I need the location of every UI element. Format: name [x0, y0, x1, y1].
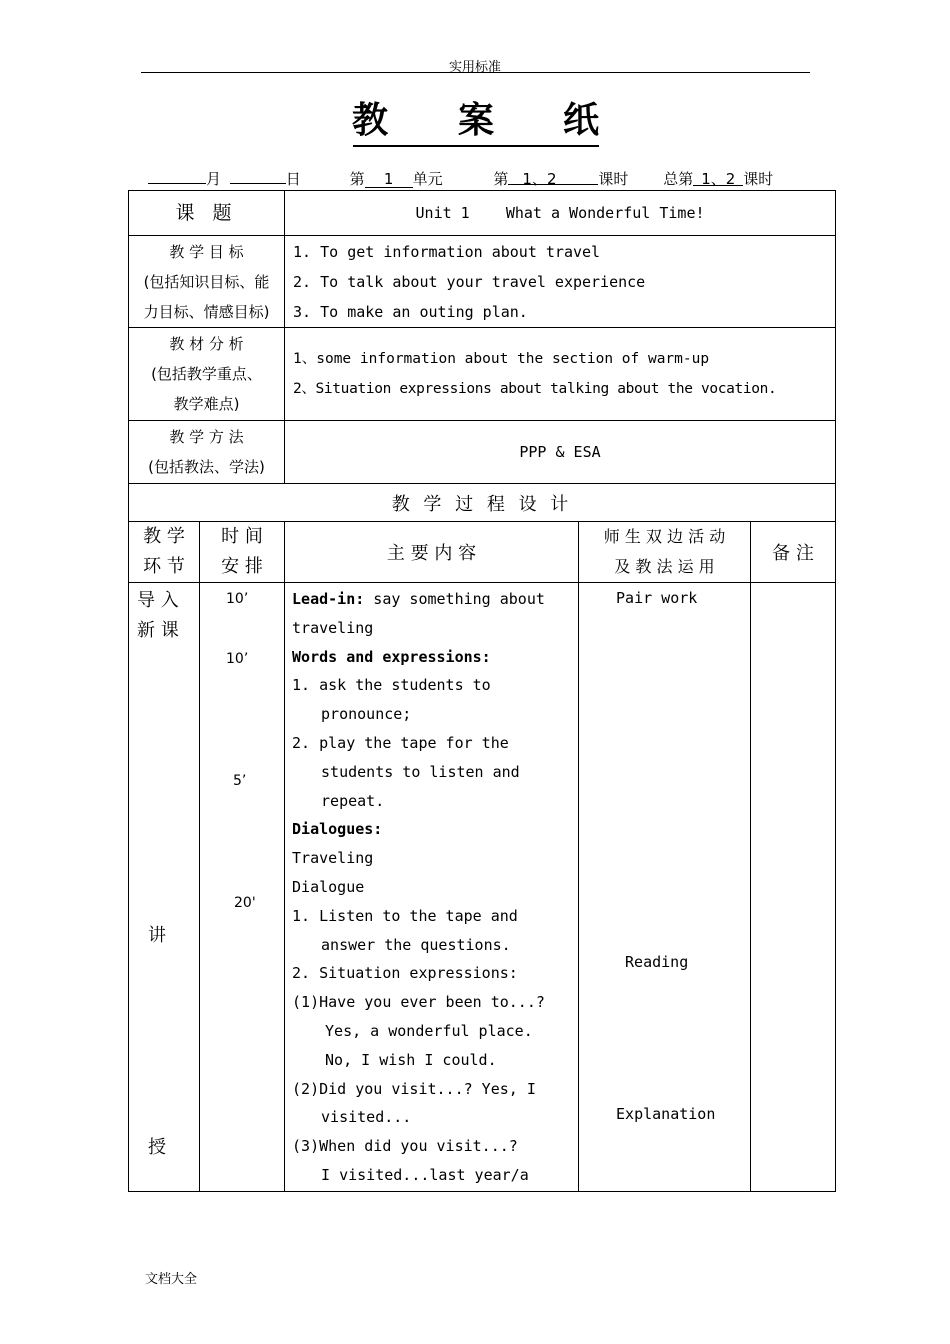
page-header: 实用标准: [448, 60, 501, 75]
expression-item: (1)Have you ever been to...?: [292, 993, 545, 1012]
leadin-cont: traveling: [292, 618, 374, 637]
total-suffix: 课时: [743, 170, 774, 188]
topic-label: 课 题: [129, 191, 285, 236]
dialogue-item: 1. Listen to the tape and: [292, 906, 518, 925]
objective-item: 3. To make an outing plan.: [293, 302, 528, 321]
expression-item-cont: No, I wish I could.: [325, 1050, 497, 1069]
material-item: 1、some information about the section of warm-up: [293, 351, 710, 367]
content-cell: [285, 583, 579, 1192]
title-char-3: 纸: [563, 100, 600, 141]
lesson-plan-table: [128, 190, 836, 1192]
col-time-1: 时 间: [221, 526, 263, 547]
day-label: 日: [285, 170, 301, 188]
content-line: Dialogue: [292, 877, 365, 896]
title-char-2: 案: [458, 100, 495, 141]
col-activity-header: [579, 522, 751, 583]
leadin-heading: Lead-in:: [292, 590, 365, 608]
stage-intro-2: 新 课: [137, 620, 179, 641]
process-body-row: [129, 583, 836, 1192]
col-stage-header: [129, 522, 200, 583]
title-underline: [353, 145, 599, 147]
unit-value: 1: [365, 170, 413, 188]
words-item-cont: students to listen and: [321, 762, 520, 781]
total-value: 1、2: [693, 168, 743, 186]
process-title: 教 学 过 程 设 计: [129, 484, 836, 522]
dialogue-item-cont: answer the questions.: [321, 935, 511, 954]
col-activity-1: 师 生 双 边 活 动: [603, 527, 726, 546]
words-item-cont: pronounce;: [321, 705, 412, 724]
stage-teach-1: 讲: [148, 925, 166, 946]
expression-item-cont: Yes, a wonderful place.: [325, 1021, 533, 1040]
leadin-text: say something about: [364, 590, 545, 608]
objectives-label-1: 教 学 目 标: [169, 242, 244, 261]
month-label: 月: [206, 170, 222, 188]
day-blank[interactable]: [230, 166, 286, 184]
column-header-row: [129, 522, 836, 583]
methods-row: [129, 421, 836, 484]
lesson-value: 1、2: [508, 168, 598, 185]
lesson-prefix: 第: [493, 170, 509, 188]
dateline: [148, 166, 773, 189]
objective-item: 1. To get information about travel: [293, 242, 601, 261]
objectives-label: [129, 236, 285, 328]
page-title: [0, 92, 950, 142]
objectives-label-2: (包括知识目标、能: [143, 272, 270, 291]
expression-item-cont: I visited...last year/a: [321, 1165, 529, 1184]
methods-label-1: 教 学 方 法: [169, 428, 244, 446]
content-line: Traveling: [292, 849, 374, 868]
expression-item-cont: visited...: [321, 1108, 412, 1127]
time-cell: [200, 583, 285, 1192]
unit-prefix: 第: [349, 170, 365, 188]
material-item: 2、Situation expressions about talking about the vocation.: [293, 381, 777, 397]
time-item: 5’: [233, 773, 247, 789]
col-content-header: 主 要 内 容: [285, 522, 579, 583]
col-time-2: 安 排: [221, 556, 263, 577]
col-activity-2: 及 教 法 运 用: [614, 557, 715, 576]
methods-label: [129, 421, 285, 484]
words-item: 1. ask the students to: [292, 676, 491, 695]
month-blank[interactable]: [148, 166, 206, 184]
stage-intro-1: 导 入: [137, 590, 179, 611]
topic-row: [129, 191, 836, 236]
objective-item: 2. To talk about your travel experience: [293, 272, 646, 291]
expression-item: (2)Did you visit...? Yes, I: [292, 1079, 536, 1098]
materials-row: [129, 328, 836, 421]
title-char-1: 教: [352, 100, 389, 141]
total-prefix: 总第: [663, 170, 694, 188]
activity-item: Pair work: [616, 589, 698, 607]
col-stage-2: 环 节: [143, 556, 185, 577]
time-item: 10’: [226, 651, 249, 667]
materials-list: [285, 328, 836, 421]
stage-cell: [129, 583, 200, 1192]
expression-item: (3)When did you visit...?: [292, 1137, 518, 1156]
activity-item: Explanation: [616, 1105, 716, 1123]
col-time-header: [200, 522, 285, 583]
activity-item: Reading: [625, 953, 689, 971]
methods-label-2: (包括教法、学法): [148, 458, 265, 476]
page-footer: 文档大全: [145, 1272, 198, 1287]
materials-label-3: 教学难点): [173, 395, 240, 413]
leadin-line: [292, 585, 578, 614]
materials-label: [129, 328, 285, 421]
dialogue-item: 2. Situation expressions:: [292, 964, 518, 983]
header-divider: [141, 72, 810, 73]
topic-value: Unit 1 What a Wonderful Time!: [285, 191, 836, 236]
words-heading: Words and expressions:: [292, 647, 491, 666]
materials-label-1: 教 材 分 析: [169, 335, 244, 353]
activity-cell: [579, 583, 751, 1192]
materials-label-2: (包括教学重点、: [151, 365, 262, 383]
methods-value: PPP & ESA: [285, 421, 836, 484]
words-item-cont: repeat.: [321, 791, 385, 810]
process-title-row: [129, 484, 836, 522]
objectives-list: [285, 236, 836, 328]
lesson-suffix: 课时: [598, 170, 629, 188]
objectives-label-3: 力目标、情感目标): [143, 302, 270, 321]
stage-teach-2: 授: [148, 1137, 166, 1158]
time-item: 20': [234, 895, 256, 911]
col-stage-1: 教 学: [143, 526, 185, 547]
words-item: 2. play the tape for the: [292, 733, 509, 752]
dialogues-heading: Dialogues:: [292, 820, 383, 839]
unit-suffix: 单元: [412, 170, 443, 188]
col-notes-header: 备 注: [751, 522, 836, 583]
notes-cell: [751, 583, 836, 1192]
objectives-row: [129, 236, 836, 328]
time-item: 10’: [226, 591, 249, 607]
